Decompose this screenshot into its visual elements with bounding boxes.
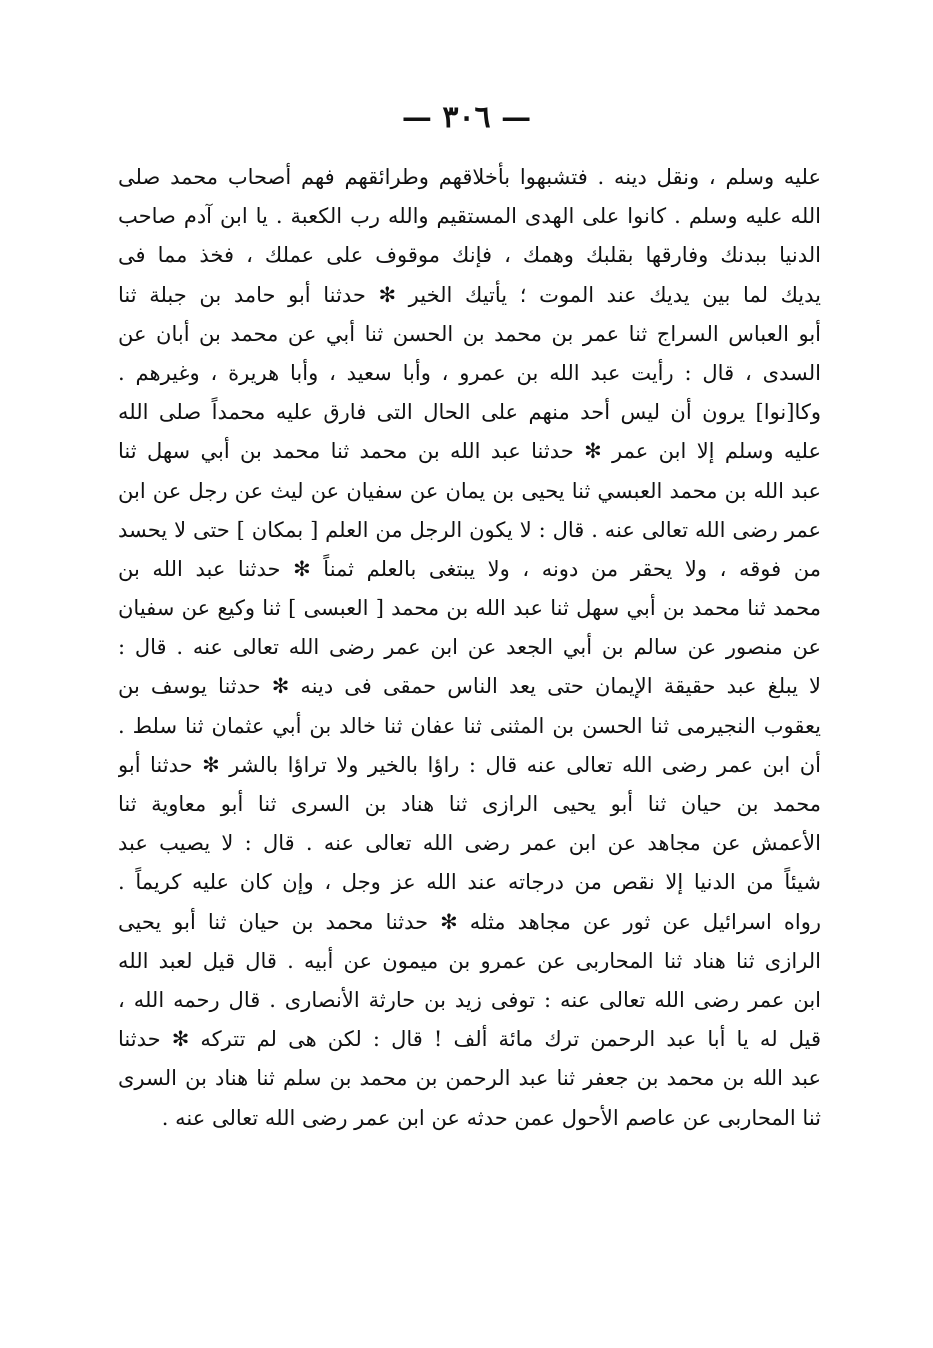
- text-line: من فوقه ، ولا يحقر من دونه ، ولا يبتغى بالعلم ثمناً ✻ حدثنا عبد الله بن: [118, 556, 821, 581]
- text-line: يديك لما بين يديك عند الموت ؛ يأتيك الخير ✻ حدثنا أبو حامد بن جبلة ثنا: [118, 282, 821, 307]
- text-line: محمد بن حيان ثنا أبو يحيى الرازى ثنا هناد بن السرى ثنا أبو معاوية ثنا: [118, 792, 821, 816]
- text-line: الرازى ثنا هناد ثنا المحاربى عن عمرو بن ميمون عن أبيه . قال قيل لعبد الله: [118, 948, 821, 973]
- text-line: السدى ، قال : رأيت عبد الله بن عمرو ، وأبا سعيد ، وأبا هريرة ، وغيرهم .: [118, 360, 821, 385]
- text-line: يعقوب النجيرمى ثنا الحسن بن المثنى ثنا عفان ثنا خالد بن أبي عثمان ثنا سلط .: [118, 713, 821, 738]
- page-number: — ٣٠٦ —: [401, 100, 532, 135]
- text-line: قيل له يا أبا عبد الرحمن ترك مائة ألف ! قال : لكن هى لم تتركه ✻ حدثنا: [118, 1027, 821, 1052]
- text-line: أبو العباس السراج ثنا عمر بن محمد بن الحسن ثنا أبي عن محمد بن أبان عن: [118, 321, 821, 346]
- text-line: وكا[نوا] يرون أن ليس أحد منهم على الحال التى فارق عليه محمداً صلى الله: [118, 400, 821, 425]
- text-line: عبد الله بن محمد بن جعفر ثنا عبد الرحمن بن محمد بن سلم ثنا هناد بن السرى: [118, 1066, 821, 1091]
- text-line: عليه وسلم ، ونقل دينه . فتشبهوا بأخلاقهم وطرائقهم فهم أصحاب محمد صلى: [118, 165, 821, 189]
- text-line: عمر رضى الله تعالى عنه . قال : لا يكون الرجل من العلم [ بمكان ] حتى لا يحسد: [118, 517, 821, 542]
- text-line: أن ابن عمر رضى الله تعالى عنه قال : راؤا بالخير ولا تراؤا بالشر ✻ حدثنا أبو: [118, 752, 821, 777]
- main-text-block: [118, 158, 821, 1138]
- text-line: عبد الله بن محمد العبسي ثنا يحيى بن يمان عن سفيان عن ليث عن رجل عن ابن: [118, 478, 821, 503]
- text-line: شيئاً من الدنيا إلا نقص من درجاته عند الله عز وجل ، وإن كان عليه كريماً .: [118, 870, 821, 895]
- text-line: محمد ثنا محمد بن أبي سهل ثنا عبد الله بن محمد [ العبسى ] ثنا وكيع عن سفيان: [118, 596, 821, 621]
- text-line: الأعمش عن مجاهد عن ابن عمر رضى الله تعالى عنه . قال : لا يصيب عبد: [118, 831, 821, 856]
- text-line: عن منصور عن سالم بن أبي الجعد عن ابن عمر رضى الله تعالى عنه . قال :: [118, 635, 821, 660]
- text-line: ابن عمر رضى الله تعالى عنه : توفى زيد بن حارثة الأنصارى . قال رحمه الله ،: [118, 987, 821, 1012]
- text-line: عليه وسلم إلا ابن عمر ✻ حدثنا عبد الله بن محمد ثنا محمد بن أبي سهل ثنا: [118, 439, 821, 464]
- text-line: ثنا المحاربى عن عاصم الأحول عمن حدثه عن ابن عمر رضى الله تعالى عنه .: [161, 1105, 821, 1130]
- text-line: لا يبلغ عبد حقيقة الإيمان حتى يعد الناس حمقى فى دينه ✻ حدثنا يوسف بن: [118, 674, 821, 699]
- text-line: رواه اسرائيل عن ثور عن مجاهد مثله ✻ حدثنا محمد بن حيان ثنا أبو يحيى: [118, 909, 821, 934]
- text-line: الله عليه وسلم . كانوا على الهدى المستقيم والله رب الكعبة . يا ابن آدم صاحب: [118, 204, 821, 229]
- text-line: الدنيا ببدنك وفارقها بقلبك وهمك ، فإنك موقوف على عملك ، فخذ مما فى: [118, 243, 821, 268]
